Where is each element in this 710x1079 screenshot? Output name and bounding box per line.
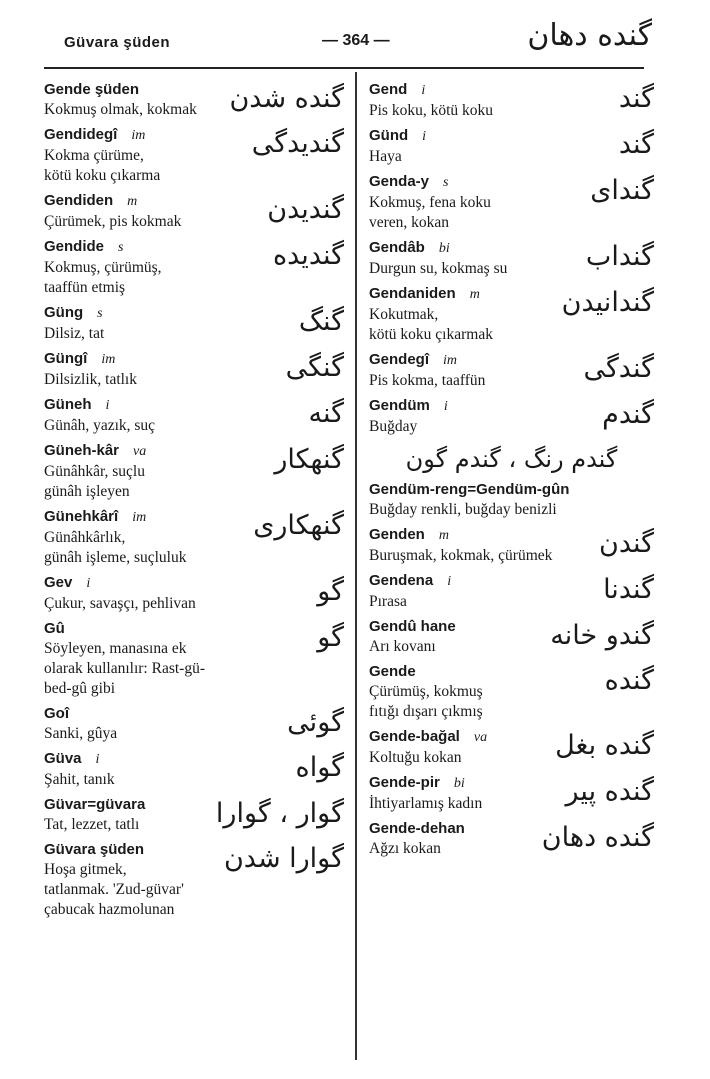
entry-definition: Sanki, gûya [44, 725, 118, 742]
headword-text: Güneh-kâr [44, 442, 120, 459]
headword-text: Güneh [44, 396, 92, 413]
headword-text: Gendidegî [44, 126, 118, 143]
dictionary-entry [44, 704, 344, 744]
entry-definition: Koltuğu kokan [369, 749, 462, 766]
entry-arabic-script: گندای [590, 175, 654, 206]
entry-definition: Kokma çürüme, kötü koku çıkarma [44, 147, 161, 184]
entry-definition: Pis kokma, taaffün [369, 372, 486, 389]
part-of-speech: im [443, 353, 458, 368]
dictionary-entry [44, 840, 344, 920]
headword-text: Gendâb [369, 239, 425, 256]
headword-text: Güngî [44, 350, 88, 367]
entry-definition: Buğday renkli, buğday benizli [369, 501, 557, 518]
entry-definition: Pis koku, kötü koku [369, 102, 494, 119]
dictionary-entry [369, 662, 654, 722]
dictionary-entry [44, 441, 344, 502]
header-rule [44, 67, 644, 69]
entry-definition: Çürümek, pis kokmak [44, 213, 182, 230]
dictionary-entry [369, 525, 654, 566]
headword-text: Genden [369, 526, 425, 543]
dictionary-entry [44, 237, 344, 298]
part-of-speech: i [422, 129, 427, 144]
entry-definition: Ağzı kokan [369, 840, 441, 857]
part-of-speech: i [447, 574, 452, 589]
dictionary-entry [44, 349, 344, 390]
entry-definition: Günâhkâr, suçlu günâh işleyen [44, 463, 145, 500]
entry-definition: Haya [369, 148, 402, 165]
entry-definition: Kokmuş olmak, kokmak [44, 101, 197, 118]
entry-headword [44, 395, 344, 416]
entry-definition: Tat, lezzet, tatlı [44, 816, 140, 833]
part-of-speech: i [95, 752, 100, 767]
headword-text: Gendide [44, 238, 105, 255]
headword-text: Gû [44, 620, 65, 637]
entry-arabic-script: گنهکاری [253, 510, 344, 541]
part-of-speech: im [132, 510, 147, 525]
headword-text: Genda-y [369, 173, 430, 190]
entry-arabic-script: گند [618, 83, 654, 114]
running-head-left: Güvara şüden [64, 34, 171, 51]
dictionary-entry [44, 125, 344, 186]
headword-text: Gende-bağal [369, 728, 460, 745]
entry-arabic-script: گوئی [287, 707, 344, 738]
right-column [369, 80, 654, 864]
entry-definition: Buğday [369, 418, 418, 435]
entry-arabic-script: گند [618, 129, 654, 160]
headword-text: Gende-pir [369, 774, 440, 791]
left-column [44, 80, 344, 925]
dictionary-entry [369, 284, 654, 345]
entry-definition: Dilsiz, tat [44, 325, 105, 342]
entry-arabic-script: گندانیدن [561, 287, 654, 318]
dictionary-entry [369, 571, 654, 612]
dictionary-entry [369, 80, 654, 121]
dictionary-entry [44, 619, 344, 699]
headword-text: Güvar=güvara [44, 796, 146, 813]
entry-definition: Hoşa gitmek, tatlanmak. 'Zud-güvar' çabucak hazmolunan [44, 861, 184, 918]
dictionary-entry [44, 395, 344, 436]
headword-text: Gende-dehan [369, 820, 465, 837]
part-of-speech: m [438, 528, 449, 543]
entry-arabic-script: گنده بغل [555, 730, 654, 761]
entry-arabic-script: گواه [295, 752, 344, 783]
entry-arabic-script: گندگی [583, 353, 654, 384]
part-of-speech: im [131, 128, 146, 143]
dictionary-entry [369, 727, 654, 768]
entry-arabic-script: گندو خانه [550, 620, 654, 651]
entry-definition: Buruşmak, kokmak, çürümek [369, 547, 553, 564]
dictionary-entry [44, 80, 344, 120]
entry-headword [44, 619, 344, 639]
entry-definition: İhtiyarlamış kadın [369, 795, 483, 812]
entry-arabic-script: گنده دهان [541, 822, 654, 853]
part-of-speech: im [101, 352, 116, 367]
headword-text: Gendüm [369, 397, 430, 414]
entry-arabic-script: گندن [598, 528, 654, 559]
headword-text: Gend [369, 81, 408, 98]
part-of-speech: va [133, 444, 147, 459]
entry-arabic-script: گنگی [285, 352, 344, 383]
headword-text: Günehkârî [44, 508, 119, 525]
entry-arabic-script: گنه [308, 398, 344, 429]
entry-definition: Günâhkârlık, günâh işleme, suçluluk [44, 529, 187, 566]
dictionary-entry [44, 795, 344, 835]
dictionary-entry [44, 749, 344, 790]
entry-arabic-script: گندم [602, 399, 654, 430]
headword-text: Gev [44, 574, 73, 591]
headword-text: Güvara şüden [44, 841, 145, 858]
headword-text: Gendüm-reng=Gendüm-gûn [369, 481, 570, 498]
part-of-speech: m [469, 287, 480, 302]
part-of-speech: s [443, 175, 449, 190]
entry-arabic-script: گندیده [272, 240, 344, 271]
entry-arabic-script: گندم رنگ ، گندم گون [405, 445, 618, 473]
entry-definition: Pırasa [369, 593, 407, 610]
part-of-speech: bi [453, 776, 465, 791]
entry-arabic-script: گنداب [585, 241, 654, 272]
headword-text: Goî [44, 705, 69, 722]
part-of-speech: i [86, 576, 91, 591]
entry-definition: Günâh, yazık, suç [44, 417, 156, 434]
entry-arabic-script: گندنا [603, 574, 654, 605]
headword-text: Gende şüden [44, 81, 140, 98]
entry-definition: Dilsizlik, tatlık [44, 371, 137, 388]
part-of-speech: va [473, 730, 488, 745]
entry-definition: Kokmuş, fena koku veren, kokan [369, 194, 491, 231]
headword-text: Güva [44, 750, 82, 767]
dictionary-entry [369, 819, 654, 859]
part-of-speech: i [105, 398, 110, 413]
headword-text: Güng [44, 304, 84, 321]
dictionary-entry [44, 573, 344, 614]
headword-text: Gende [369, 663, 416, 680]
dictionary-entry [369, 172, 654, 233]
dictionary-entry [369, 126, 654, 167]
entry-headword [44, 573, 344, 594]
entry-arabic-script: گنگ [298, 306, 344, 337]
entry-arabic-script: گنهکار [274, 444, 344, 475]
part-of-speech: i [443, 399, 448, 414]
entry-arabic-script: گوار ، گوارا [215, 798, 344, 829]
entry-arabic-script: گندیدن [267, 194, 344, 225]
entry-definition: Kokutmak, kötü koku çıkarmak [369, 306, 493, 343]
headword-text: Gendaniden [369, 285, 456, 302]
headword-text: Gendiden [44, 192, 114, 209]
entry-definition: Çürümüş, kokmuş fıtığı dışarı çıkmış [369, 683, 483, 720]
headword-text: Gendena [369, 572, 434, 589]
part-of-speech: s [118, 240, 124, 255]
dictionary-entry [44, 303, 344, 344]
headword-text: Gendû hane [369, 618, 456, 635]
headword-text: Günd [369, 127, 409, 144]
entry-definition: Arı kovanı [369, 638, 436, 655]
entry-definition: Çukur, savaşçı, pehlivan [44, 595, 196, 612]
entry-arabic-script: گنده پیر [565, 776, 654, 807]
page-number: — 364 — [322, 32, 390, 49]
entry-arabic-script: گو [317, 622, 344, 653]
dictionary-entry [369, 773, 654, 814]
headword-text: Gendegî [369, 351, 430, 368]
entry-arabic-script: گنده [604, 665, 654, 696]
part-of-speech: bi [438, 241, 450, 256]
dictionary-entry [369, 396, 654, 437]
dictionary-entry [369, 238, 654, 279]
entry-arabic-script: گندیدگی [251, 128, 344, 159]
dictionary-entry [44, 507, 344, 568]
entry-headword [369, 80, 654, 101]
entry-definition: Durgun su, kokmaş su [369, 260, 508, 277]
dictionary-entry [369, 350, 654, 391]
entry-arabic-script: گو [317, 576, 344, 607]
running-head-arabic: گنده دهان [527, 18, 652, 53]
part-of-speech: i [421, 83, 426, 98]
entry-definition: Kokmuş, çürümüş, taaffün etmiş [44, 259, 162, 296]
entry-headword [369, 480, 654, 500]
column-divider [355, 72, 357, 1060]
entry-definition: Şahit, tanık [44, 771, 115, 788]
entry-definition: Söyleyen, manasına ek olarak kullanılır: Rast-gü- bed-gû gibi [44, 640, 205, 697]
dictionary-entry [369, 480, 654, 520]
part-of-speech: s [97, 306, 103, 321]
entry-arabic-script: گوارا شدن [223, 843, 344, 874]
dictionary-entry [369, 617, 654, 657]
part-of-speech: m [127, 194, 138, 209]
entry-headword [369, 126, 654, 147]
dictionary-entry [44, 191, 344, 232]
entry-arabic-script: گنده شدن [229, 83, 344, 114]
